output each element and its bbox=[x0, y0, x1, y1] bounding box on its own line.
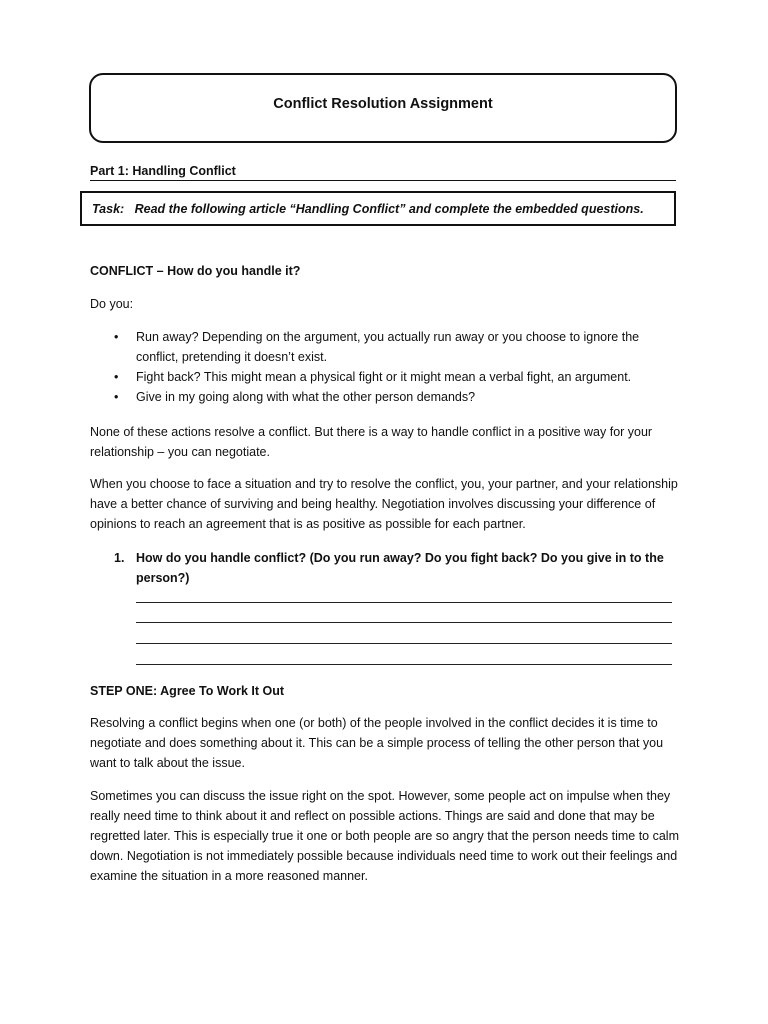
options-list bbox=[90, 327, 680, 407]
paragraph: None of these actions resolve a conflict. But there is a way to handle conflict in a positive way for your relationship – you can negotiate. bbox=[90, 425, 653, 459]
bullet-icon: • bbox=[114, 330, 119, 344]
list-item-text: Run away? Depending on the argument, you actually run away or you choose to ignore the conflict, pretending it doesn’t exist. bbox=[136, 330, 640, 364]
task-box: Task: Read the following article “Handling Conflict” and complete the embedded questions. bbox=[80, 191, 676, 226]
paragraph: Sometimes you can discuss the issue right on the spot. However, some people act on impulse when they really need time to think about it and reflect on possible actions. Things are said and done that may be regretted later. This is especially true it one or both people are so angry that the person needs time to calm down. Negotiation is not immediately possible because individuals need time to work out their feelings and examine the situation in a more reasoned manner. bbox=[90, 789, 679, 883]
do-you-label: Do you: bbox=[90, 297, 134, 311]
bullet-icon: • bbox=[114, 390, 119, 404]
paragraph: Resolving a conflict begins when one (or both) of the people involved in the conflict decides it is time to negotiate and does something about it. This can be a simple process of telling the other person that you want to talk about the issue. bbox=[90, 716, 664, 770]
question-number: 1. bbox=[114, 551, 125, 565]
list-item-text: Fight back? This might mean a physical fight or it might mean a verbal fight, an argument. bbox=[136, 370, 632, 384]
list-item bbox=[90, 387, 680, 407]
title-box bbox=[89, 73, 677, 143]
answer-line[interactable] bbox=[136, 643, 672, 644]
document-title: Conflict Resolution Assignment bbox=[273, 96, 493, 112]
paragraph: When you choose to face a situation and try to resolve the conflict, you, your partner, and your relationship have a better chance of surviving and being healthy. Negotiation involves discussing your difference of opinions to reach an agreement that is as positive as possible for each partner. bbox=[90, 477, 678, 531]
question-1 bbox=[90, 548, 680, 588]
step-one-heading: STEP ONE: Agree To Work It Out bbox=[90, 684, 285, 698]
section-heading: CONFLICT – How do you handle it? bbox=[90, 264, 301, 278]
answer-line[interactable] bbox=[136, 602, 672, 603]
list-item bbox=[90, 327, 680, 367]
part1-heading: Part 1: Handling Conflict bbox=[90, 164, 676, 181]
list-item-text: Give in my going along with what the other person demands? bbox=[136, 390, 476, 404]
answer-line[interactable] bbox=[136, 664, 672, 665]
question-text: How do you handle conflict? (Do you run away? Do you fight back? Do you give in to the person?) bbox=[136, 551, 664, 585]
list-item bbox=[90, 367, 680, 387]
bullet-icon: • bbox=[114, 370, 119, 384]
answer-line[interactable] bbox=[136, 622, 672, 623]
